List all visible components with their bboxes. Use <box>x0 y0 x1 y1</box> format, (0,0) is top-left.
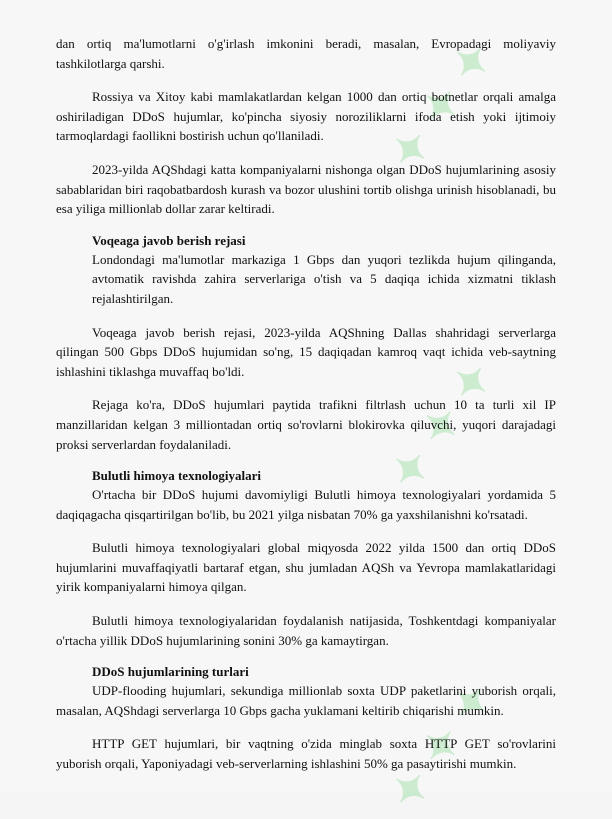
paragraph: Rossiya va Xitoy kabi mamlakatlardan kelgan 1000 dan ortiq botnetlar orqali amalga oshiriladigan DDoS hujumlar, ko'pincha siyosiy noroziliklarni ifoda etish yoki ijtimoiy tarmoqlardagi faollikni bostirish uchun qo'llaniladi. <box>56 89 556 144</box>
paragraph: Bulutli himoya texnologiyalari global miqyosda 2022 yilda 1500 dan ortiq DDoS hujumlarini muvaffaqiyatli bartaraf etgan, shu jumladan AQSh va Yevropa mamlakatlaridagi yirik kompaniyalarni himoya qilgan. <box>56 540 556 595</box>
document-body <box>56 34 556 774</box>
watermark-mark: ✦ ✦ ✦ <box>380 351 505 499</box>
paragraph: Londondagi ma'lumotlar markaziga 1 Gbps dan yuqori tezlikda hujum qilinganda, avtomatik ravishda zahira serverlariga o'tish va 5 daqiqa ichida xizmatni tiklash rejalashtirilgan. <box>92 251 556 306</box>
paragraph: Bulutli himoya texnologiyalaridan foydalanish natijasida, Toshkentdagi kompaniyalar o'rtacha yillik DDoS hujumlarining sonini 30% ga kamaytirgan. <box>56 613 556 648</box>
paragraph: O'rtacha bir DDoS hujumi davomiyligi Bulutli himoya texnologiyalari yordamida 5 daqiqagacha qisqartirilgan bo'lib, bu 2021 yilga nisbatan 70% ga yaxshilanishni ko'rsatadi. <box>56 487 556 522</box>
watermark-mark: ✦ ✦ ✦ <box>380 671 505 819</box>
paragraph: dan ortiq ma'lumotlarni o'g'irlash imkonini beradi, masalan, Evropadagi moliyaviy tashkilotlarga qarshi. <box>56 36 556 71</box>
watermark-mark: ✦ ✦ ✦ <box>380 31 505 179</box>
section-heading: DDoS hujumlarining turlari <box>92 664 249 680</box>
paragraph: UDP-flooding hujumlari, sekundiga millionlab soxta UDP paketlarini yuborish orqali, masalan, AQShdagi serverlarga 10 Gbps gacha yuklamani keltirib chiqarishi mumkin. <box>56 683 556 718</box>
paragraph: Rejaga ko'ra, DDoS hujumlari paytida trafikni filtrlash uchun 10 ta turli xil IP manzillaridan kelgan 3 milliontadan ortiq so'rovlarni blokirovka qiluvchi, yuqori darajadagi proksi serverlardan foydalaniladi. <box>56 397 556 452</box>
paragraph: Voqeaga javob berish rejasi, 2023-yilda AQShning Dallas shahridagi serverlarga qilingan 500 Gbps DDoS hujumidan so'ng, 15 daqiqadan kamroq vaqt ichida veb-saytning ishlashini tiklashga muvaffaq bo'ldi. <box>56 324 556 379</box>
section-heading: Voqeaga javob berish rejasi <box>92 232 246 248</box>
paragraph: 2023-yilda AQShdagi katta kompaniyalarni nishonga olgan DDoS hujumlarining asosiy sabablaridan biri raqobatbardosh kurash va bozor ulushini tortib olishga urinish hisoblanadi, bu esa yiliga millionlab dollar zarar keltiradi. <box>56 161 556 217</box>
paragraph: HTTP GET hujumlari, bir vaqtning o'zida minglab soxta HTTP GET so'rovlarini yuborish orqali, Yaponiyadagi veb-serverlarning ishlashini 50% ga pasaytirishi mumkin. <box>56 736 556 772</box>
section-heading: Bulutli himoya texnologiyalari <box>92 468 262 484</box>
